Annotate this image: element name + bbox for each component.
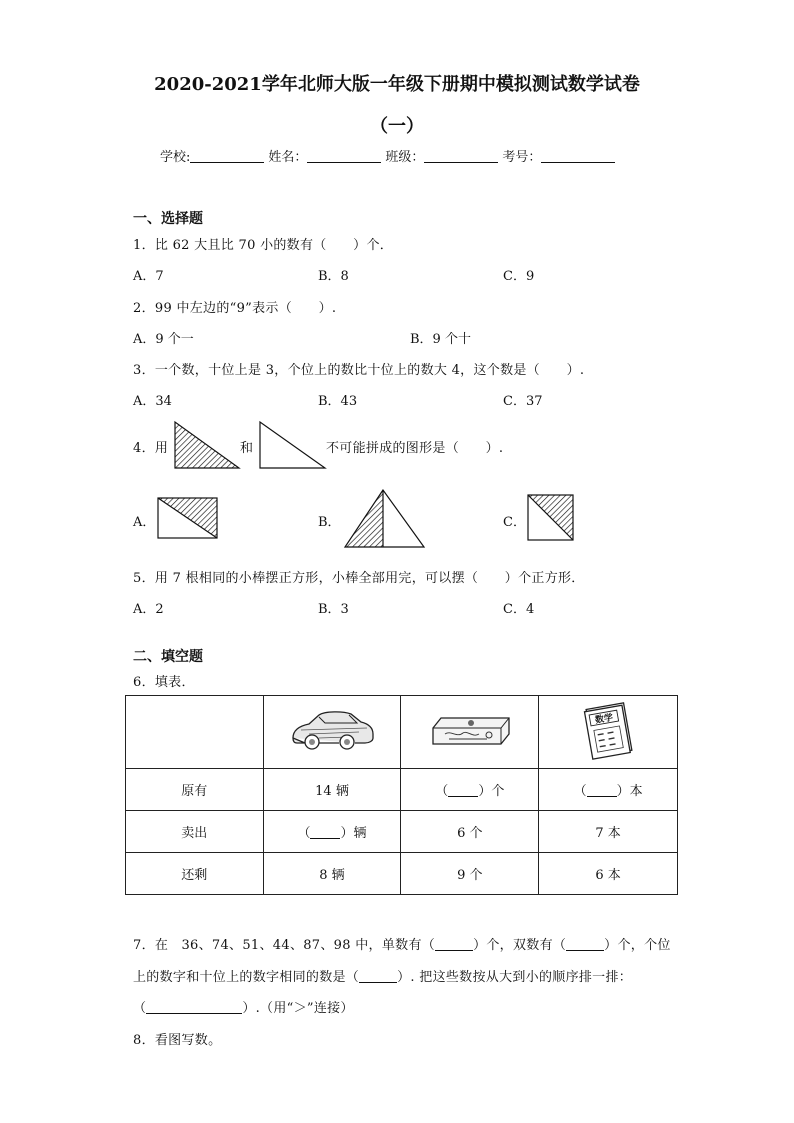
q4-option-b[interactable]: B． (318, 515, 341, 530)
math-book-image (578, 702, 638, 758)
table-row (126, 769, 678, 811)
q2-option-b[interactable]: B．9 个十 (410, 332, 471, 347)
school-blank[interactable] (190, 150, 264, 163)
books-sold-cell: 7 本 (539, 811, 678, 853)
cars-sold-cell: （ ）辆 (263, 811, 401, 853)
section-fill-heading: 二、填空题 (133, 649, 203, 665)
question-7-line-1: 7．在 36、74、51、44、87、98 中，单数有（ ）个，双数有（ ）个，个位 (133, 938, 671, 953)
books-remaining-cell: 6 本 (539, 853, 678, 895)
hatched-triangle-figure (172, 420, 242, 470)
car-image (289, 708, 375, 752)
q5-option-c[interactable]: C．4 (503, 602, 535, 617)
q3-option-c[interactable]: C．37 (503, 394, 543, 409)
math-book-cell (539, 696, 678, 769)
fill-table (125, 695, 678, 895)
q4-prefix: 4．用 (133, 441, 169, 456)
q4-option-c[interactable]: C． (503, 515, 526, 530)
car-cell (263, 696, 401, 769)
table-row (126, 853, 678, 895)
q4-and: 和 (240, 441, 254, 456)
q1-option-a[interactable]: A．7 (133, 269, 164, 284)
name-blank[interactable] (307, 150, 381, 163)
cars-remaining-cell: 8 辆 (263, 853, 401, 895)
q1-option-b[interactable]: B．8 (318, 269, 349, 284)
cars-original-cell: 14 辆 (263, 769, 401, 811)
page-subtitle: （一） (370, 116, 424, 137)
pencil-cases-original-blank[interactable] (448, 784, 478, 797)
question-3: 3．一个数，十位上是 3，个位上的数比十位上的数大 4，这个数是（ ）. (133, 363, 585, 378)
math-book-label: 数学 (594, 713, 614, 727)
q3-option-a[interactable]: A．34 (133, 394, 172, 409)
q1-option-c[interactable]: C．9 (503, 269, 535, 284)
pencil-cases-sold-cell: 6 个 (401, 811, 539, 853)
class-blank[interactable] (424, 150, 498, 163)
books-original-cell: （ ）本 (539, 769, 678, 811)
question-7-line-2: 上的数字和十位上的数字相同的数是（ ）. 把这些数按从大到小的顺序排一排： (133, 970, 633, 985)
q4-suffix: 不可能拼成的图形是（ ）. (326, 441, 504, 456)
odd-count-blank[interactable] (435, 938, 473, 951)
number-blank[interactable] (541, 150, 615, 163)
row-label-original: 原有 (126, 769, 264, 811)
page-title: 2020-2021学年北师大版一年级下册期中模拟测试数学试卷 (154, 74, 640, 95)
class-label: 班级： (385, 150, 425, 165)
student-info-line (160, 146, 619, 165)
question-1: 1．比 62 大且比 70 小的数有（ ）个． (133, 238, 394, 253)
option-a-rectangle-figure[interactable] (157, 497, 219, 540)
name-label: 姓名： (268, 150, 308, 165)
books-original-blank[interactable] (587, 784, 617, 797)
plain-triangle-figure (257, 420, 329, 470)
question-8: 8．看图写数。 (133, 1033, 222, 1048)
q5-option-b[interactable]: B．3 (318, 602, 349, 617)
q2-option-a[interactable]: A．9 个一 (133, 332, 194, 347)
pencil-cases-remaining-cell: 9 个 (401, 853, 539, 895)
q5-option-a[interactable]: A．2 (133, 602, 164, 617)
pencil-cases-original-cell: （ ）个 (401, 769, 539, 811)
question-6: 6．填表． (133, 675, 195, 690)
cars-sold-blank[interactable] (310, 826, 340, 839)
table-corner-cell (126, 696, 264, 769)
row-label-sold: 卖出 (126, 811, 264, 853)
q4-option-a[interactable]: A． (133, 515, 156, 530)
number-label: 考号： (502, 150, 542, 165)
option-c-square-figure[interactable] (527, 494, 575, 542)
question-7-line-3: （ ）.（用“＞”连接） (133, 1001, 354, 1016)
row-label-remaining: 还剩 (126, 853, 264, 895)
table-row (126, 811, 678, 853)
section-choice-heading: 一、选择题 (133, 211, 203, 227)
order-blank[interactable] (146, 1001, 242, 1014)
school-label: 学校: (160, 150, 191, 165)
question-5: 5．用 7 根相同的小棒摆正方形，小棒全部用完，可以摆（ ）个正方形． (133, 571, 585, 586)
option-b-triangle-figure[interactable] (343, 488, 427, 550)
pencil-case-image (427, 710, 513, 750)
pencil-case-cell (401, 696, 539, 769)
table-header-row (126, 696, 678, 769)
question-2: 2．99 中左边的“9”表示（ ）. (133, 301, 337, 316)
same-digit-blank[interactable] (359, 970, 397, 983)
even-count-blank[interactable] (566, 938, 604, 951)
q3-option-b[interactable]: B．43 (318, 394, 358, 409)
